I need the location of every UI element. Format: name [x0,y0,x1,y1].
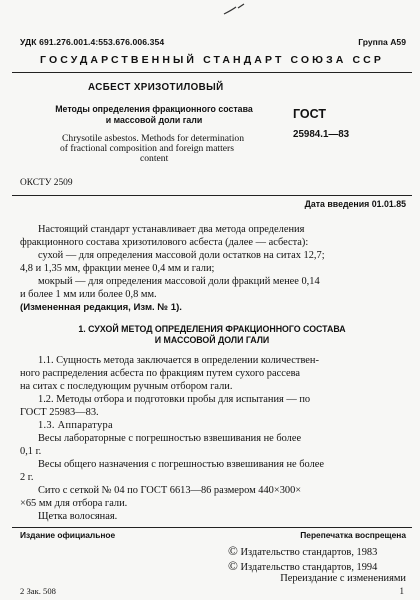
english-title-2: of fractional composition and foreign matters [60,143,234,154]
english-title-1: Chrysotile asbestos. Methods for determination [62,133,244,144]
state-standard-heading: ГОСУДАРСТВЕННЫЙ СТАНДАРТ СОЮЗА ССР [40,54,384,66]
copyright-symbol-1: © [228,543,238,558]
gost-label: ГОСТ [293,107,326,121]
intro-line-3: сухой — для определения массовой доли остатков на ситах 12,7; [38,250,325,261]
copyright-2 [228,558,377,574]
document-subtitle-2: и массовой доли гали [105,115,203,125]
group-code: Группа А59 [358,37,406,47]
section-1-line-2: ного распределения асбеста по фракциям путем сухого рассева [20,368,300,379]
intro-line-1: Настоящий стандарт устанавливает два метода определения [38,224,305,235]
order-number: 2 Зак. 508 [20,586,56,596]
section-1-line-5: ГОСТ 25983—83. [20,407,99,418]
section-1-line-9: Весы общего назначения с погрешностью взвешивания не более [38,459,324,470]
effective-date [305,199,406,209]
section-1-line-4: 1.2. Методы отбора и подготовки пробы для испытания — по [38,394,311,405]
intro-line-6: и более 1 мм или более 0,8 мм. [20,289,157,300]
official-edition: Издание официальное [20,530,116,540]
title-divider [12,195,412,196]
section-1-line-1: 1.1. Сущность метода заключается в определении количествен- [38,355,319,366]
copyright-text-2: Издательство стандартов, 1994 [240,562,378,573]
effective-date-label: Дата введения [304,199,370,209]
copyright-text-1: Издательство стандартов, 1983 [240,547,378,558]
page-number: 1 [399,586,404,596]
english-title-3: content [140,153,169,164]
section-1-line-8: 0,1 г. [20,446,42,457]
section-1-line-6: 1.3. Аппаратура [38,420,113,431]
intro-line-5: мокрый — для определения массовой доли фракций менее 0,14 [38,276,320,287]
document-subtitle-1: Методы определения фракционного состава [55,104,253,114]
intro-line-4: 4,8 и 1,35 мм, фракции менее 0,4 мм и гали; [20,263,215,274]
pen-mark [222,2,248,21]
section-1-heading-1: 1. СУХОЙ МЕТОД ОПРЕДЕЛЕНИЯ ФРАКЦИОННОГО СОСТАВА [78,324,346,334]
intro-line-2: фракционного состава хризотилового асбеста (далее — асбеста): [20,237,309,248]
header-divider [12,72,412,73]
gost-number: 25984.1—83 [293,129,350,140]
reissue-note: Переиздание с изменениями [280,573,406,584]
document-title: АСБЕСТ ХРИЗОТИЛОВЫЙ [88,82,224,93]
section-1-line-11: Сито с сеткой № 04 по ГОСТ 6613—86 размером 440×300× [38,485,302,496]
copyright-symbol-2: © [228,558,238,573]
section-1-line-7: Весы лабораторные с погрешностью взвешивания не более [38,433,302,444]
okstu-code: ОКСТУ 2509 [20,178,73,188]
effective-date-value: 01.01.85 [371,199,406,209]
footer-divider [12,527,412,528]
revision-note: (Измененная редакция, Изм. № 1). [20,302,182,313]
section-1-line-10: 2 г. [20,472,34,483]
section-1-line-13: Щетка волосяная. [38,511,118,522]
section-1-line-3: на ситах с последующим ручным отбором гали. [20,381,233,392]
udk-code: УДК 691.276.001.4:553.676.006.354 [20,37,165,47]
copyright-1 [228,543,377,559]
reprint-notice: Перепечатка воспрещена [300,530,406,540]
section-1-line-12: ×65 мм для отбора гали. [20,498,128,509]
section-1-heading-2: И МАССОВОЙ ДОЛИ ГАЛИ [154,335,270,345]
